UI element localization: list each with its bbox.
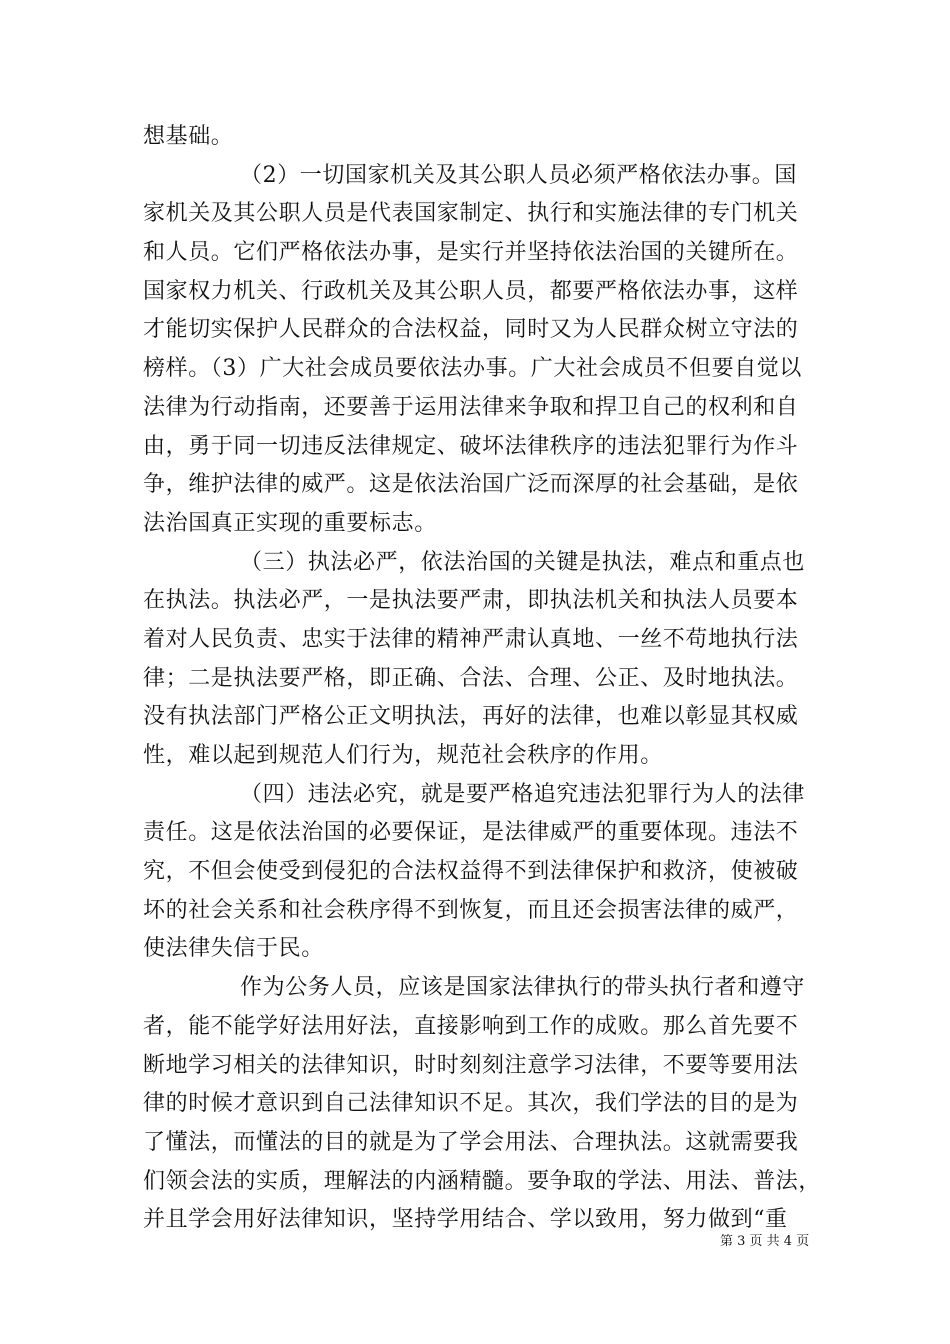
text-line: 性，难以起到规范人们行为，规范社会秩序的作用。 xyxy=(143,743,663,768)
text-line: 者，能不能学好法用好法，直接影响到工作的成败。那么首先要不 xyxy=(143,1013,799,1039)
text-line: 作为公务人员，应该是国家法律执行的带头执行者和遵守 xyxy=(240,975,806,1001)
text-line: 们领会法的实质，理解法的内涵精髓。要争取的学法、用法、普法， xyxy=(143,1168,822,1194)
text-line: 断地学习相关的法律知识，时时刻刻注意学习法律，不要等要用法 xyxy=(143,1052,799,1078)
text-line: 着对人民负责、忠实于法律的精神严肃认真地、一丝不苟地执行法 xyxy=(143,626,799,652)
text-line: （2）一切国家机关及其公职人员必须严格依法办事。国 xyxy=(240,162,797,188)
text-line: 并且学会用好法律知识，坚持学用结合、学以致用，努力做到“重 xyxy=(143,1207,788,1233)
text-line: （三）执法必严，依法治国的关键是执法，难点和重点也 xyxy=(240,549,806,575)
text-line: 家机关及其公职人员是代表国家制定、执行和实施法律的专门机关 xyxy=(143,201,799,227)
text-line: 律；二是执法要严格，即正确、合法、合理、公正、及时地执法。 xyxy=(143,665,799,691)
text-line: 在执法。执法必严，一是执法要严肃，即执法机关和执法人员要本 xyxy=(143,588,799,614)
text-line: 了懂法，而懂法的目的就是为了学会用法、合理执法。这就需要我 xyxy=(143,1129,799,1155)
text-line: 想基础。 xyxy=(143,124,234,149)
text-line: 榜样。（3）广大社会成员要依法办事。广大社会成员不但要自觉以 xyxy=(143,356,802,382)
text-line: 由，勇于同一切违反法律规定、破坏法律秩序的违法犯罪行为作斗 xyxy=(143,433,799,459)
body-text xyxy=(143,118,823,1240)
text-line: 使法律失信于民。 xyxy=(143,936,324,962)
text-line: 究，不但会使受到侵犯的合法权益得不到法律保护和救济，使被破 xyxy=(143,859,799,885)
text-line: 和人员。它们严格依法办事，是实行并坚持依法治国的关键所在。 xyxy=(143,240,799,266)
text-line: 法治国真正实现的重要标志。 xyxy=(143,510,437,536)
page-number: 第 3 页 共 4 页 xyxy=(720,1234,810,1249)
text-line: 法律为行动指南，还要善于运用法律来争取和捍卫自己的权利和自 xyxy=(143,394,799,420)
text-line: 争，维护法律的威严。这是依法治国广泛而深厚的社会基础，是依 xyxy=(143,472,799,498)
text-line: （四）违法必究，就是要严格追究违法犯罪行为人的法律 xyxy=(240,781,806,807)
text-line: 律的时候才意识到自己法律知识不足。其次，我们学法的目的是为 xyxy=(143,1091,799,1117)
text-line: 才能切实保护人民群众的合法权益，同时又为人民群众树立守法的 xyxy=(143,317,799,343)
text-line: 坏的社会关系和社会秩序得不到恢复，而且还会损害法律的威严， xyxy=(143,897,799,923)
text-line: 没有执法部门严格公正文明执法，再好的法律，也难以彰显其权威 xyxy=(143,704,799,730)
text-line: 责任。这是依法治国的必要保证，是法律威严的重要体现。违法不 xyxy=(143,820,799,846)
text-line: 国家权力机关、行政机关及其公职人员，都要严格依法办事，这样 xyxy=(143,278,799,304)
